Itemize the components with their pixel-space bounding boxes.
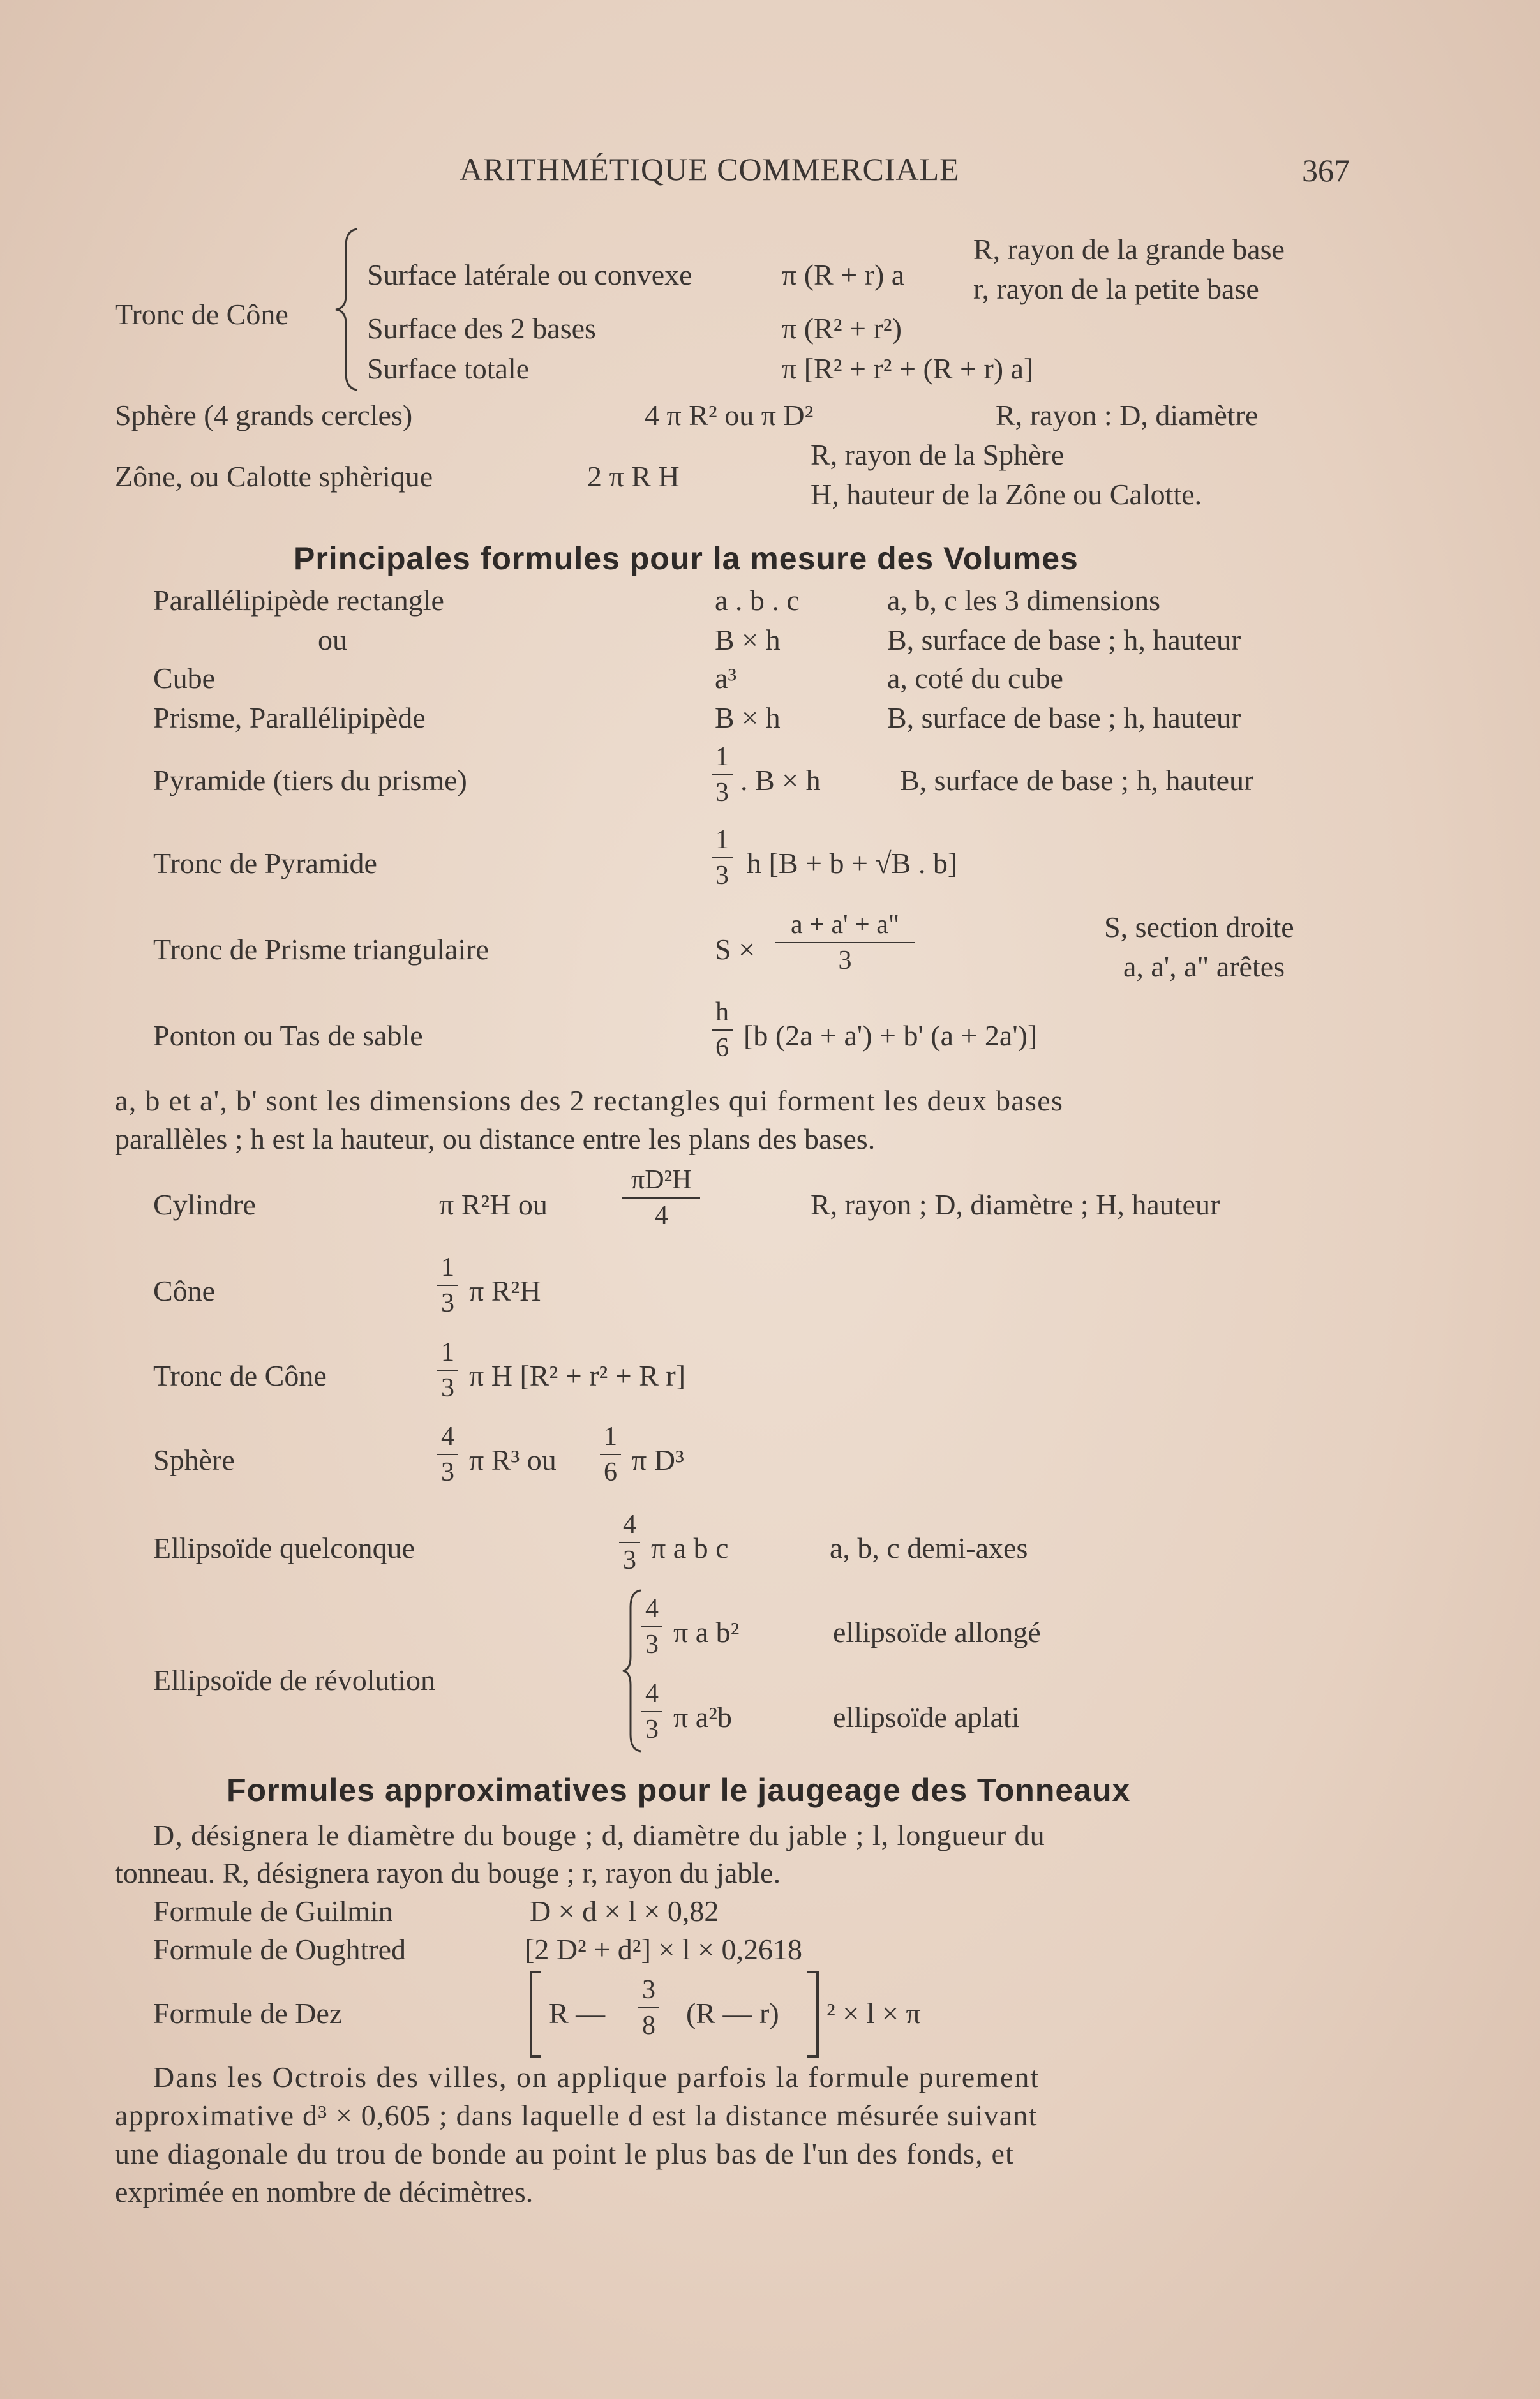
ellipsoide-legend: a, b, c demi-axes [830, 1532, 1028, 1564]
tronc-pyramide-num: 1 [712, 826, 733, 858]
left-brace [332, 227, 364, 392]
cylindre-legend: R, rayon ; D, diamètre ; H, hauteur [811, 1188, 1220, 1221]
tronc-cone-vol-fraction [437, 1339, 458, 1401]
tronc-pyramide-formula: h [B + b + √B . b] [747, 847, 958, 879]
ellipsoide-aplati-num: 4 [641, 1680, 662, 1712]
bases-paragraph-2: parallèles ; h est la hauteur, ou distance entre les plans des bases. [115, 1123, 876, 1155]
page-number: 367 [1302, 153, 1350, 188]
sphere-vol-fraction-1 [437, 1423, 458, 1486]
prisme-formula: B × h [715, 701, 781, 734]
tronc-cone-vol-label: Tronc de Cône [153, 1359, 327, 1392]
tronc-prisme-s: S × [715, 933, 756, 966]
tronc-prisme-legend-1: S, section droite [1104, 911, 1294, 943]
surface-bases-formula: π (R² + r²) [782, 312, 902, 345]
final-paragraph-2: approximative d³ × 0,605 ; dans laquelle d est la distance mésurée suivant [115, 2099, 1038, 2132]
pyramide-formula: . B × h [740, 764, 821, 796]
tronc-pyramide-label: Tronc de Pyramide [153, 847, 377, 879]
ponton-formula: [b (2a + a') + b' (a + 2a')] [744, 1019, 1038, 1052]
tronc-pyramide-den: 3 [715, 861, 729, 890]
dez-after: ² × l × π [826, 1997, 921, 2029]
tronc-prisme-label: Tronc de Prisme triangulaire [153, 933, 489, 966]
ellipsoide-revolution-label: Ellipsoïde de révolution [153, 1664, 436, 1696]
ellipsoide-num: 4 [619, 1511, 640, 1543]
ou-formula: B × h [715, 624, 781, 656]
tronc-cone-vol-formula: π H [R² + r² + R r] [469, 1359, 686, 1392]
surface-bases-label: Surface des 2 bases [367, 312, 596, 345]
tronc-prisme-den: 3 [838, 946, 852, 975]
cone-fraction [437, 1254, 458, 1317]
dez-r: R — [549, 1997, 606, 2029]
cube-legend: a, coté du cube [887, 662, 1063, 694]
final-paragraph-3: une diagonale du trou de bonde au point le plus bas de l'un des fonds, et [115, 2137, 1015, 2170]
cylindre-fraction [622, 1167, 700, 1229]
pyramide-num: 1 [712, 744, 733, 775]
tonneaux-line-2: tonneau. R, désignera rayon du bouge ; r, rayon du jable. [115, 1857, 781, 1889]
cone-num: 1 [437, 1254, 458, 1286]
ponton-num: h [712, 999, 733, 1031]
ellipsoide-label: Ellipsoïde quelconque [153, 1532, 415, 1564]
final-paragraph-1: Dans les Octrois des villes, on applique parfois la formule purement [153, 2061, 1040, 2093]
ellipsoide-aplati-fraction [641, 1680, 662, 1743]
tonneaux-line-1: D, désignera le diamètre du bouge ; d, diamètre du jable ; l, longueur du [153, 1819, 1045, 1851]
zone-legend-1: R, rayon de la Sphère [811, 438, 1065, 471]
ellipsoide-aplati-legend: ellipsoïde aplati [833, 1701, 1020, 1733]
sphere-vol-formula-1: π R³ ou [469, 1444, 557, 1476]
paral-label: Parallélipipède rectangle [153, 584, 444, 617]
dez-bracket-close [807, 1971, 819, 2058]
oughtred-formula: [2 D² + d²] × l × 0,2618 [525, 1933, 803, 1966]
surface-totale-label: Surface totale [367, 352, 530, 385]
tronc-prisme-legend-2: a, a', a" arêtes [1123, 950, 1285, 983]
ou-label: ou [318, 624, 347, 656]
ponton-fraction [712, 999, 733, 1061]
cylindre-formula: π R²H ou [439, 1188, 548, 1221]
dez-label: Formule de Dez [153, 1997, 343, 2029]
zone-formula: 2 π R H [587, 460, 680, 493]
paral-formula: a . b . c [715, 584, 800, 617]
ellipsoide-allonge-num: 4 [641, 1596, 662, 1627]
sphere-vol-num-1: 4 [437, 1423, 458, 1455]
ellipsoide-allonge-legend: ellipsoïde allongé [833, 1616, 1041, 1648]
ellipsoide-aplati-formula: π a²b [673, 1701, 732, 1733]
surface-laterale-formula: π (R + r) a [782, 258, 905, 291]
surface-laterale-label: Surface latérale ou convexe [367, 258, 692, 291]
sphere-vol-num-2: 1 [600, 1423, 621, 1455]
tronc-prisme-fraction [775, 911, 915, 974]
sphere-vol-den-2: 6 [604, 1458, 617, 1487]
cube-formula: a³ [715, 662, 737, 694]
pyramide-label: Pyramide (tiers du prisme) [153, 764, 467, 796]
ellipsoide-aplati-den: 3 [645, 1715, 659, 1744]
ponton-den: 6 [715, 1033, 729, 1063]
ellipsoide-den: 3 [623, 1546, 636, 1575]
cone-den: 3 [441, 1289, 454, 1318]
ou-legend: B, surface de base ; h, hauteur [887, 624, 1241, 656]
tronc-pyramide-fraction [712, 826, 733, 889]
surface-totale-formula: π [R² + r² + (R + r) a] [782, 352, 1034, 385]
oughtred-label: Formule de Oughtred [153, 1933, 407, 1966]
tronc-cone-vol-num: 1 [437, 1339, 458, 1371]
sphere-surface-formula: 4 π R² ou π D² [645, 399, 814, 431]
ellipsoide-allonge-fraction [641, 1596, 662, 1658]
running-header: ARITHMÉTIQUE COMMERCIALE [460, 151, 960, 187]
guilmin-label: Formule de Guilmin [153, 1895, 393, 1927]
ellipsoide-fraction [619, 1511, 640, 1574]
final-paragraph-4: exprimée en nombre de décimètres. [115, 2176, 534, 2208]
dez-fraction [638, 1977, 659, 2039]
volumes-heading: Principales formules pour la mesure des Volumes [294, 541, 1079, 576]
ellipsoide-allonge-formula: π a b² [673, 1616, 740, 1648]
sphere-vol-den-1: 3 [441, 1458, 454, 1487]
sphere-surface-legend: R, rayon : D, diamètre [996, 399, 1259, 431]
tonneaux-heading: Formules approximatives pour le jaugeage des Tonneaux [227, 1772, 1131, 1808]
ponton-label: Ponton ou Tas de sable [153, 1019, 423, 1052]
prisme-legend: B, surface de base ; h, hauteur [887, 701, 1241, 734]
cone-formula: π R²H [469, 1274, 541, 1307]
tronc-cone-vol-den: 3 [441, 1373, 454, 1403]
zone-legend-2: H, hauteur de la Zône ou Calotte. [811, 478, 1202, 511]
legend-grande-base: R, rayon de la grande base [973, 233, 1285, 265]
cone-label: Cône [153, 1274, 216, 1307]
dez-num: 3 [638, 1977, 659, 2008]
pyramide-den: 3 [715, 778, 729, 807]
sphere-vol-label: Sphère [153, 1444, 235, 1476]
prisme-label: Prisme, Parallélipipède [153, 701, 426, 734]
bases-paragraph-1: a, b et a', b' sont les dimensions des 2 rectangles qui forment les deux bases [115, 1084, 1064, 1117]
cylindre-label: Cylindre [153, 1188, 256, 1221]
paral-legend: a, b, c les 3 dimensions [887, 584, 1160, 617]
ellipsoide-allonge-den: 3 [645, 1630, 659, 1659]
dez-inner: (R — r) [686, 1997, 779, 2029]
legend-petite-base: r, rayon de la petite base [973, 273, 1259, 305]
dez-den: 8 [642, 2011, 655, 2040]
tronc-cone-label: Tronc de Cône [115, 298, 288, 331]
sphere-vol-formula-2: π D³ [632, 1444, 684, 1476]
ellipsoide-formula: π a b c [651, 1532, 729, 1564]
cylindre-num: πD²H [622, 1167, 700, 1199]
sphere-vol-fraction-2 [600, 1423, 621, 1486]
tronc-prisme-num: a + a' + a" [775, 911, 915, 943]
zone-label: Zône, ou Calotte sphèrique [115, 460, 433, 493]
cylindre-den: 4 [654, 1201, 668, 1230]
pyramide-fraction [712, 744, 733, 806]
dez-bracket-open [530, 1971, 541, 2058]
sphere-surface-label: Sphère (4 grands cercles) [115, 399, 413, 431]
guilmin-formula: D × d × l × 0,82 [530, 1895, 719, 1927]
pyramide-legend: B, surface de base ; h, hauteur [900, 764, 1254, 796]
cube-label: Cube [153, 662, 216, 694]
